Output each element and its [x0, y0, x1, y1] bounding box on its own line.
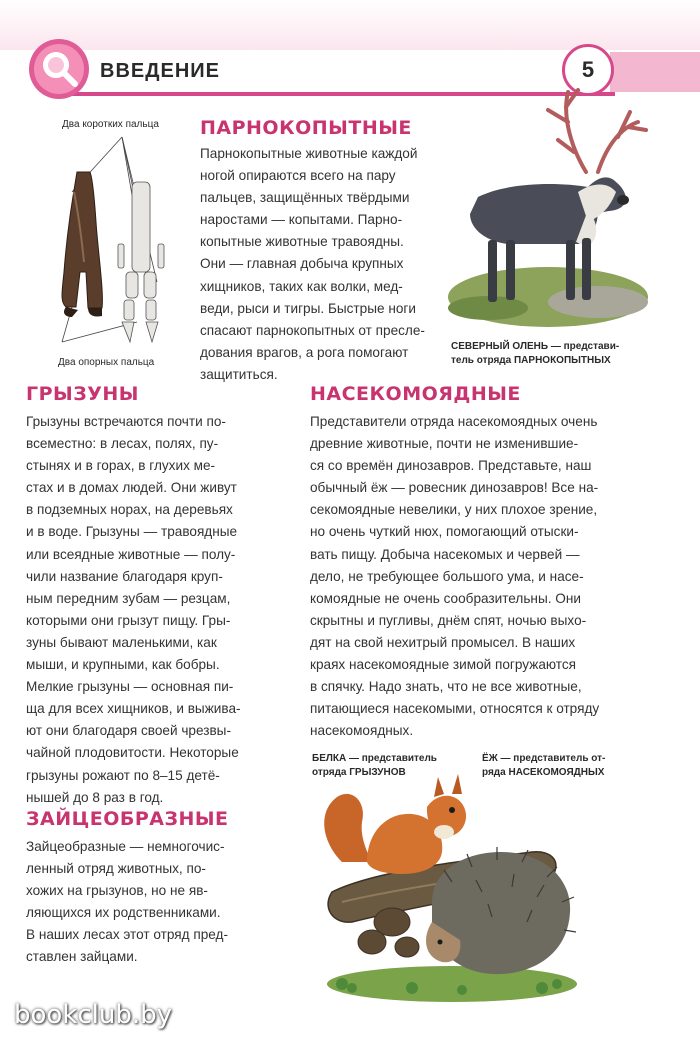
hoof-label-bottom: Два опорных пальца — [58, 357, 155, 368]
text-line: чайной плодовитости. Некоторые — [26, 745, 239, 761]
text-line: хищников, таких как волки, мед- — [200, 278, 403, 294]
text-line: секомоядные невелики, у них плохое зрение, — [310, 502, 598, 518]
lagomorphs-title: ЗАЙЦЕОБРАЗНЫЕ — [26, 808, 229, 830]
squirrel-caption-line2: отряда ГРЫЗУНОВ — [312, 767, 406, 778]
text-line: наростами — копытами. Парно- — [200, 212, 403, 228]
reindeer-illustration — [448, 82, 658, 332]
text-line: ют они благодаря своей чрезвы- — [26, 723, 231, 739]
text-line: ставлен зайцами. — [26, 949, 138, 965]
text-line: чили название благодаря круп- — [26, 568, 223, 584]
magnifier-icon — [28, 38, 90, 100]
section-heading: ВВЕДЕНИЕ — [100, 60, 220, 82]
squirrel-caption-line1: БЕЛКА — представитель — [312, 753, 437, 764]
text-line: насекомоядных. — [310, 723, 414, 739]
text-line: вать пищу. Добыча насекомых и червей — — [310, 546, 580, 562]
text-line: краях насекомоядные зимой погружаются — [310, 657, 577, 673]
text-line: Грызуны встречаются почти по- — [26, 414, 226, 429]
text-line: скрытны и пугливы, днём спят, ночью выхо- — [310, 612, 587, 628]
text-line: в спячку. Надо знать, что не все животные, — [310, 679, 582, 695]
lagomorphs-text — [26, 836, 284, 969]
text-line: ляющихся их родственниками. — [26, 905, 221, 921]
text-line: в подземных норах, на деревьях — [26, 502, 233, 518]
text-line: хожих на грызунов, но не яв- — [26, 883, 208, 899]
text-line: Зайцеобразные — немногочис- — [26, 839, 225, 854]
text-line: зуны бывают маленькими, как — [26, 634, 217, 650]
text-line: всеместно: в лесах, полях, пу- — [26, 436, 219, 452]
text-line: стынях и в горах, в глухих ме- — [26, 458, 216, 474]
hedgehog-caption-line2: ряда НАСЕКОМОЯДНЫХ — [482, 767, 605, 778]
text-line: грызуны рожают по 8–15 детё- — [26, 767, 220, 783]
text-line: веди, рыси и тигры. Быстрые ноги — [200, 300, 416, 316]
reindeer-caption-line1: СЕВЕРНЫЙ ОЛЕНЬ — представи- — [451, 341, 620, 352]
text-line: комоядные не очень сообразительны. Они — [310, 590, 581, 606]
squirrel-hedgehog-illustration — [312, 752, 582, 1007]
artiodactyls-title: ПАРНОКОПЫТНЫЕ — [200, 117, 412, 139]
text-line: дело, не требующее большого ума, и насе- — [310, 568, 584, 584]
text-line: мыши, и крупными, как бобры. — [26, 657, 220, 673]
text-line: ща для всех хищников, и выжива- — [26, 701, 241, 717]
text-line: но очень чуткий нюх, помогающий отыски- — [310, 524, 579, 540]
text-line: ся со времён динозавров. Представьте, наш — [310, 458, 592, 474]
watermark: bookclub.by — [14, 1000, 173, 1030]
page-number: 5 — [562, 44, 614, 96]
text-line: пальцев, защищённых твёрдыми — [200, 190, 410, 206]
text-line: древние животные, почти не изменившие- — [310, 436, 579, 452]
text-line: защититься. — [200, 366, 278, 382]
text-line: обычный ёж — ровесник динозавров! Все на- — [310, 480, 599, 496]
text-line: стах и в домах людей. Они живут — [26, 480, 237, 496]
insectivores-title: НАСЕКОМОЯДНЫЕ — [310, 383, 521, 405]
text-line: ленный отряд животных, по- — [26, 861, 206, 877]
insectivores-text — [310, 411, 618, 742]
text-line: дят на свой нехитрый промысел. В наших — [310, 634, 576, 650]
text-line: Парнокопытные животные каждой — [200, 146, 418, 161]
hedgehog-caption-line1: ЁЖ — представитель от- — [482, 753, 606, 764]
text-line: ногой опираются всего на пару — [200, 168, 396, 184]
text-line: или всеядные животные — полу- — [26, 546, 236, 562]
text-line: В наших лесах этот отряд пред- — [26, 927, 228, 943]
text-line: дования врагов, а рога помогают — [200, 344, 409, 360]
text-line: Они — главная добыча крупных — [200, 256, 404, 272]
header-background — [0, 0, 700, 50]
text-line: нышей до 8 раз в год. — [26, 789, 164, 805]
hoof-skeleton-figure — [52, 132, 177, 354]
text-line: питающиеся насекомыми, относятся к отряду — [310, 701, 600, 717]
text-line: спасают парнокопытных от пресле- — [200, 322, 425, 338]
text-line: и в воде. Грызуны — травоядные — [26, 524, 238, 540]
rodents-text — [26, 411, 284, 809]
text-line: ным передним зубам — резцам, — [26, 590, 231, 606]
hoof-label-top: Два коротких пальца — [62, 119, 159, 130]
reindeer-caption-line2: тель отряда ПАРНОКОПЫТНЫХ — [451, 355, 611, 366]
artiodactyls-text — [200, 143, 432, 386]
text-line: Представители отряда насекомоядных очень — [310, 414, 598, 429]
text-line: которыми они грызут пищу. Гры- — [26, 612, 231, 628]
text-line: копытные животные травоядны. — [200, 234, 404, 250]
text-line: Мелкие грызуны — основная пи- — [26, 679, 234, 695]
rodents-title: ГРЫЗУНЫ — [26, 383, 139, 405]
